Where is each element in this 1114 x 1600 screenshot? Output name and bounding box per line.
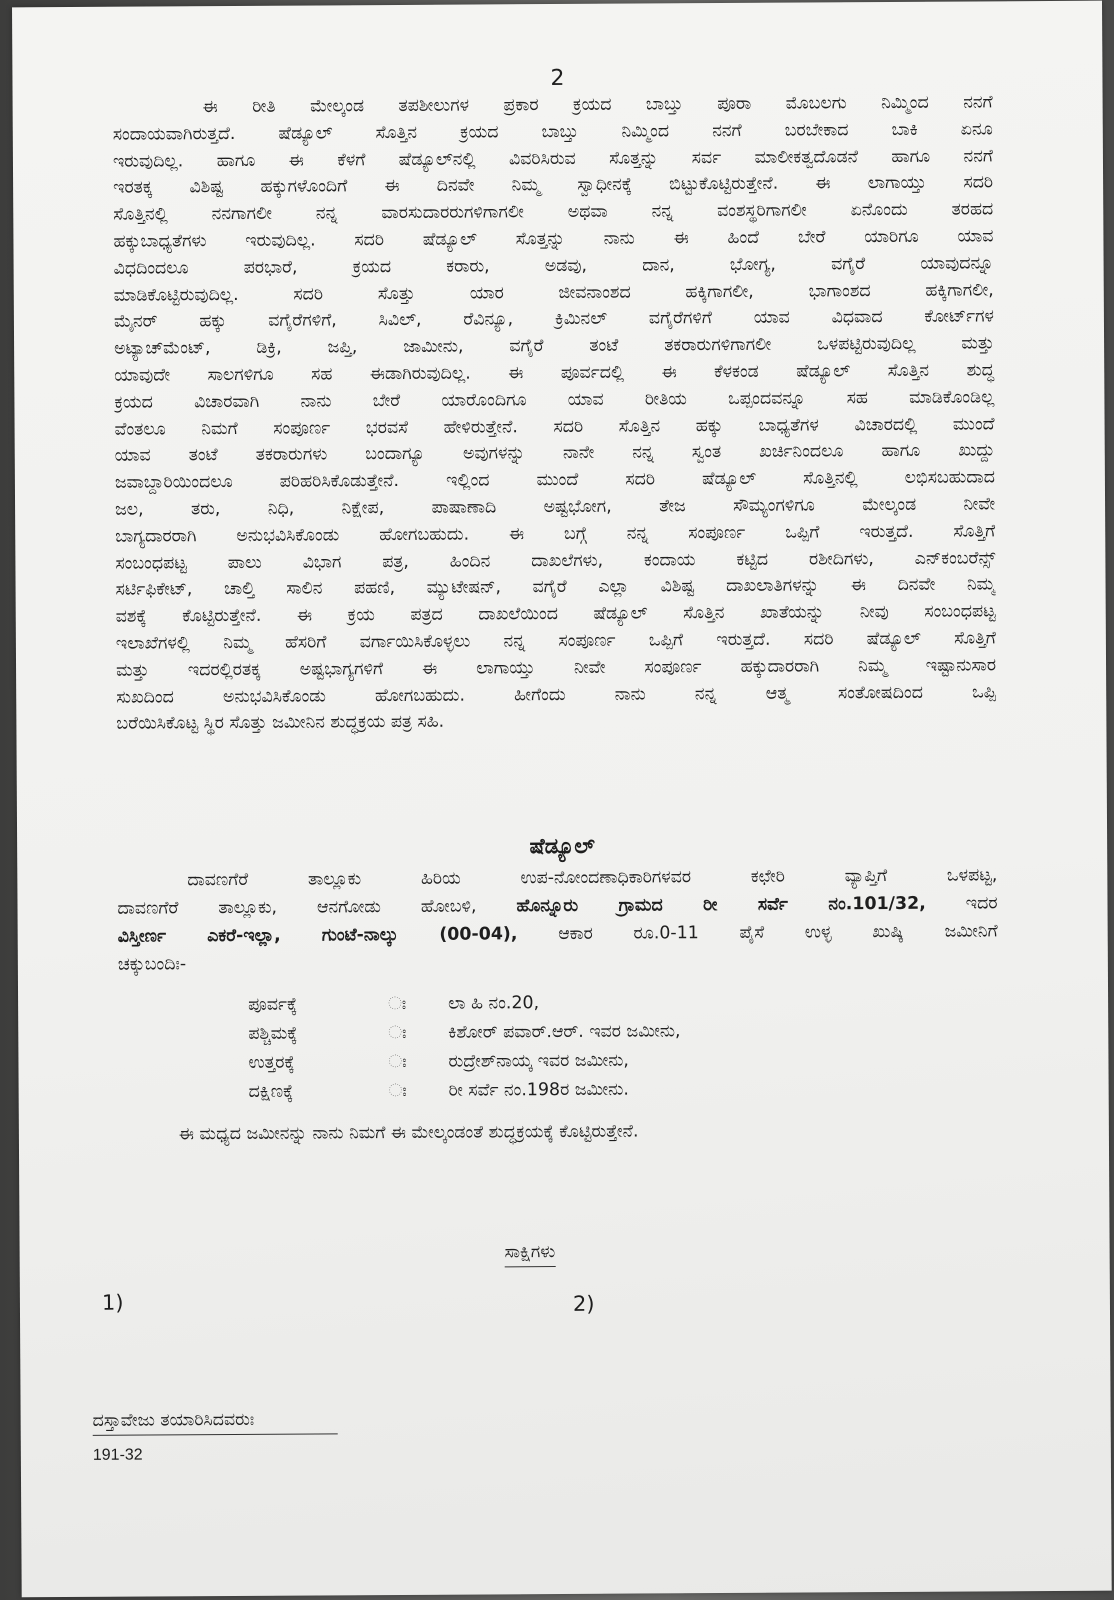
body-line: ಯಾವ ತಂಟೆ ತಕರಾರುಗಳು ಬಂದಾಗ್ಯೂ ಅವುಗಳನ್ನು ನಾನೇ ನನ್ನ ಸ್ವಂತ ಖರ್ಚಿನಿಂದಲೂ ಹಾಗೂ ಖುದ್ದು bbox=[114, 440, 995, 467]
body-line: ಸಂಬಂಧಪಟ್ಟ ಪಾಲು ವಿಭಾಗ ಪತ್ರ, ಹಿಂದಿನ ದಾಖಲೆಗಳು, ಕಂದಾಯ ಕಟ್ಟಿದ ರಶೀದಿಗಳು, ಎನ್‌ಕಂಬರೆನ್ಸ್ bbox=[115, 547, 996, 574]
boundary-row bbox=[248, 988, 680, 1020]
body-line: ಮಾಡಿಕೊಟ್ಟಿರುವುದಿಲ್ಲ. ಸದರಿ ಸೊತ್ತು ಯಾರ ಜೀವನಾಂಶದ ಹಕ್ಕಿಗಾಗಲೀ, ಭಾಗಾಂಶದ ಹಕ್ಕಿಗಾಗಲೀ, bbox=[113, 279, 994, 306]
body-line: ವೆಂತಲೂ ನಿಮಗೆ ಸಂಪೂರ್ಣ ಭರವಸೆ ಹೇಳಿರುತ್ತೇನೆ. ಸದರಿ ಸೊತ್ತಿನ ಹಕ್ಕು ಬಾಧ್ಯತೆಗಳ ವಿಚಾರದಲ್ಲಿ ಮುಂದೆ bbox=[114, 413, 995, 440]
survey-number-text: ಹೊನ್ನೂರು ಗ್ರಾಮದ ರೀ ಸರ್ವೆ ನಂ.101/32, bbox=[516, 893, 926, 917]
boundary-separator: ಃ bbox=[388, 993, 407, 1015]
closing-statement: ಈ ಮಧ್ಯದ ಜಮೀನನ್ನು ನಾನು ನಿಮಗೆ ಈ ಮೇಲ್ಕಂಡಂತೆ ಶುದ್ಧಕ್ರಯಕ್ಕೆ ಕೊಟ್ಟಿರುತ್ತೇನೆ. bbox=[178, 1121, 639, 1145]
schedule-line-text: ಇದರ bbox=[925, 893, 998, 914]
body-line: ಹಕ್ಕುಬಾಧ್ಯತೆಗಳು ಇರುವುದಿಲ್ಲ. ಸದರಿ ಷೆಡ್ಯೂಲ್ ಸೊತ್ತನ್ನು ನಾನು ಈ ಹಿಂದೆ ಬೇರೆ ಯಾರಿಗೂ ಯಾವ bbox=[113, 226, 994, 252]
body-line: ವಶಕ್ಕೆ ಕೊಟ್ಟಿರುತ್ತೇನೆ. ಈ ಕ್ರಯ ಪತ್ರದ ದಾಖಲೆಯಿಂದ ಷೆಡ್ಯೂಲ್ ಸೊತ್ತಿನ ಖಾತೆಯನ್ನು ನೀವು ಸಂಬಂಧಪಟ್ಟ bbox=[115, 601, 996, 627]
boundary-row bbox=[248, 1017, 680, 1049]
boundaries-table bbox=[248, 988, 681, 1107]
body-line: ಸುಖದಿಂದ ಅನುಭವಿಸಿಕೊಂಡು ಹೋಗಬಹುದು. ಹೀಗೆಂದು ನಾನು ನನ್ನ ಆತ್ಮ ಸಂತೋಷದಿಂದ ಒಪ್ಪಿ bbox=[116, 681, 997, 708]
witnesses-heading: ಸಾಕ್ಷಿಗಳು bbox=[505, 1242, 556, 1267]
witness-2-label: 2) bbox=[572, 1291, 595, 1316]
boundary-value: ಕಿಶೋರ್ ಪವಾರ್.ಆರ್. ಇವರ ಜಮೀನು, bbox=[448, 1021, 681, 1043]
document-reference: 191-32 bbox=[92, 1446, 143, 1464]
body-line: ಜಲ, ತರು, ನಿಧಿ, ನಿಕ್ಷೇಪ, ಪಾಷಾಣಾದಿ ಅಷ್ಟಭೋಗ, ತೇಜ ಸೌಮ್ಯಂಗಳಿಗೂ ಮೇಲ್ಕಂಡ ನೀವೇ bbox=[115, 494, 996, 520]
body-line: ಜವಾಬ್ದಾರಿಯಿಂದಲೂ ಪರಿಹರಿಸಿಕೊಡುತ್ತೇನೆ. ಇಲ್ಲಿಂದ ಮುಂದೆ ಸದರಿ ಷೆಡ್ಯೂಲ್ ಸೊತ್ತಿನಲ್ಲಿ ಲಭಿಸಬಹುದಾದ bbox=[114, 467, 995, 493]
schedule-line bbox=[118, 917, 998, 950]
schedule-line-text: ಆಕಾರ ರೂ.0-11 ಪೈಸೆ ಉಳ್ಳ ಖುಷ್ಕಿ ಜಮೀನಿಗೆ bbox=[517, 921, 998, 945]
boundary-value: ರೀ ಸರ್ವೆ ನಂ.198ರ ಜಮೀನು. bbox=[448, 1079, 629, 1101]
schedule-line: ಚಕ್ಕುಬಂದಿಃ- bbox=[117, 954, 187, 975]
boundary-separator: ಃ bbox=[388, 1022, 407, 1044]
boundary-direction: ದಕ್ಷಿಣಕ್ಕೆ bbox=[248, 1081, 294, 1102]
schedule-heading: ಷೆಡ್ಯೂಲ್ bbox=[529, 833, 595, 859]
body-line: ಬಾಗ್ಯದಾರರಾಗಿ ಅನುಭವಿಸಿಕೊಂಡು ಹೋಗಬಹುದು. ಈ ಬಗ್ಗೆ ನನ್ನ ಸಂಪೂರ್ಣ ಒಪ್ಪಿಗೆ ಇರುತ್ತದೆ. ಸೊತ್ತಿಗೆ bbox=[115, 521, 996, 547]
schedule-line-text: ದಾವಣಗೆರೆ ತಾಲ್ಲೂಕು, ಆನಗೋಡು ಹೋಬಳಿ, bbox=[117, 896, 517, 919]
boundary-direction: ಪಶ್ಚಿಮಕ್ಕೆ bbox=[248, 1023, 298, 1044]
body-line: ವಿಧದಿಂದಲೂ ಪರಭಾರೆ, ಕ್ರಯದ ಕರಾರು, ಅಡವು, ದಾನ, ಭೋಗ್ಯ, ವಗೈರೆ ಯಾವುದನ್ನೂ bbox=[113, 253, 994, 279]
boundary-separator: ಃ bbox=[388, 1080, 407, 1102]
body-line: ಅಟ್ಯಾಚ್‌ಮೆಂಟ್, ಡಿಕ್ರಿ, ಜಪ್ತಿ, ಜಾಮೀನು, ವಗೈರೆ ತಂಟೆ ತಕರಾರುಗಳಿಗಾಗಲೀ ಒಳಪಟ್ಟಿರುವುದಿಲ್ಲ ಮತ್ತು bbox=[114, 333, 995, 359]
boundary-direction: ಪೂರ್ವಕ್ಕೆ bbox=[248, 994, 298, 1015]
page-number: 2 bbox=[550, 65, 565, 92]
witness-1-label: 1) bbox=[101, 1290, 124, 1315]
body-paragraph bbox=[113, 89, 997, 737]
body-line: ಮತ್ತು ಇದರಲ್ಲಿರತಕ್ಕ ಅಷ್ಟಭಾಗ್ಯಗಳಿಗೆ ಈ ಲಾಗಾಯ್ತು ನೀವೇ ಸಂಪೂರ್ಣ ಹಕ್ಕುದಾರರಾಗಿ ನಿಮ್ಮ ಇಷ್ಟಾನುಸಾರ bbox=[116, 655, 997, 681]
extent-text: ವಿಸ್ತೀರ್ಣ ಎಕರೆ-ಇಲ್ಲಾ, ಗುಂಟೆ-ನಾಲ್ಕು (00-04), bbox=[117, 924, 518, 947]
body-line: ಇಲಾಖೆಗಳಲ್ಲಿ ನಿಮ್ಮ ಹೆಸರಿಗೆ ವರ್ಗಾಯಿಸಿಕೊಳ್ಳಲು ನನ್ನ ಸಂಪೂರ್ಣ ಒಪ್ಪಿಗೆ ಇರುತ್ತದೆ. ಸದರಿ ಷೆಡ್ಯೂಲ್ ಸೊತ್ತಿಗೆ bbox=[115, 628, 996, 654]
body-line: ಯಾವುದೇ ಸಾಲಗಳಿಗೂ ಸಹ ಈಡಾಗಿರುವುದಿಲ್ಲ. ಈ ಪೂರ್ವದಲ್ಲಿ ಈ ಕೆಳಕಂಡ ಷೆಡ್ಯೂಲ್ ಸೊತ್ತಿನ ಶುದ್ಧ bbox=[114, 360, 995, 386]
boundary-value: ಲಾ ಹಿ ನಂ.20, bbox=[448, 993, 540, 1014]
schedule-description bbox=[117, 861, 998, 978]
body-line: ಕ್ರಯದ ವಿಚಾರವಾಗಿ ನಾನು ಬೇರೆ ಯಾರೊಂದಿಗೂ ಯಾವ ರೀತಿಯ ಒಪ್ಪಂದವನ್ನೂ ಸಹ ಮಾಡಿಕೊಂಡಿಲ್ಲ bbox=[114, 387, 995, 413]
boundary-direction: ಉತ್ತರಕ್ಕೆ bbox=[248, 1052, 295, 1073]
body-line: ಮೈನರ್ ಹಕ್ಕು ವಗೈರೆಗಳಿಗೆ, ಸಿವಿಲ್, ರೆವಿನ್ಯೂ, ಕ್ರಿಮಿನಲ್ ವಗೈರೆಗಳಿಗೆ ಯಾವ ವಿಧವಾದ ಕೋರ್ಟ್‌ಗಳ bbox=[113, 306, 994, 333]
body-line: ಇರತಕ್ಕ ವಿಶಿಷ್ಟ ಹಕ್ಕುಗಳೊಂದಿಗೆ ಈ ದಿನವೇ ನಿಮ್ಮ ಸ್ವಾಧೀನಕ್ಕೆ ಬಿಟ್ಟುಕೊಟ್ಟಿರುತ್ತೇನೆ. ಈ ಲಾಗಾಯ್ತು ಸದರಿ bbox=[113, 172, 994, 199]
boundary-row bbox=[248, 1046, 680, 1078]
document-page bbox=[12, 1, 1112, 1598]
schedule-line: ದಾವಣಗೆರೆ ತಾಲ್ಲೂಕು ಹಿರಿಯ ಉಪ-ನೋಂದಣಾಧಿಕಾರಿಗಳವರ ಕಛೇರಿ ವ್ಯಾಪ್ತಿಗೆ ಒಳಪಟ್ಟ, bbox=[187, 865, 998, 891]
prepared-by-label: ದಸ್ತಾವೇಜು ತಯಾರಿಸಿದವರುಃ bbox=[93, 1409, 338, 1435]
boundary-row bbox=[249, 1075, 681, 1107]
body-line: ಈ ರೀತಿ ಮೇಲ್ಕಂಡ ತಪಶೀಲುಗಳ ಪ್ರಕಾರ ಕ್ರಯದ ಬಾಬ್ತು ಪೂರಾ ಮೊಬಲಗು ನಿಮ್ಮಿಂದ ನನಗೆ bbox=[202, 92, 993, 118]
body-line: ಸರ್ಟಿಫಿಕೇಟ್, ಚಾಲ್ತಿ ಸಾಲಿನ ಪಹಣಿ, ಮ್ಯುಟೇಷನ್, ವಗೈರೆ ಎಲ್ಲಾ ವಿಶಿಷ್ಟ ದಾಖಲಾತಿಗಳನ್ನು ಈ ದಿನವೇ ನಿಮ್ಮ bbox=[115, 574, 996, 601]
body-line: ಸಂದಾಯವಾಗಿರುತ್ತದೆ. ಷೆಡ್ಯೂಲ್ ಸೊತ್ತಿನ ಕ್ರಯದ ಬಾಬ್ತು ನಿಮ್ಮಿಂದ ನನಗೆ ಬರಬೇಕಾದ ಬಾಕಿ ಏನೂ bbox=[112, 119, 993, 145]
body-line: ಇರುವುದಿಲ್ಲ. ಹಾಗೂ ಈ ಕೆಳಗೆ ಷೆಡ್ಯೂಲ್‌ನಲ್ಲಿ ವಿವರಿಸಿರುವ ಸೊತ್ತನ್ನು ಸರ್ವ ಮಾಲೀಕತ್ವದೊಡನೆ ಹಾಗೂ ನನಗೆ bbox=[112, 145, 993, 172]
body-line: ಬರೆಯಿಸಿಕೊಟ್ಟ ಸ್ಥಿರ ಸೊತ್ತು ಜಮೀನಿನ ಶುದ್ಧಕ್ರಯ ಪತ್ರ ಸಹಿ. bbox=[116, 712, 445, 735]
body-line: ಸೊತ್ತಿನಲ್ಲಿ ನನಗಾಗಲೀ ನನ್ನ ವಾರಸುದಾರರುಗಳಿಗಾಗಲೀ ಅಥವಾ ನನ್ನ ವಂಶಸ್ಥರಿಗಾಗಲೀ ಏನೊಂದು ತರಹದ bbox=[113, 199, 994, 225]
boundary-value: ರುದ್ರೇಶ್‌ನಾಯ್ಕ ಇವರ ಜಮೀನು, bbox=[448, 1050, 629, 1072]
boundary-separator: ಃ bbox=[388, 1051, 407, 1073]
